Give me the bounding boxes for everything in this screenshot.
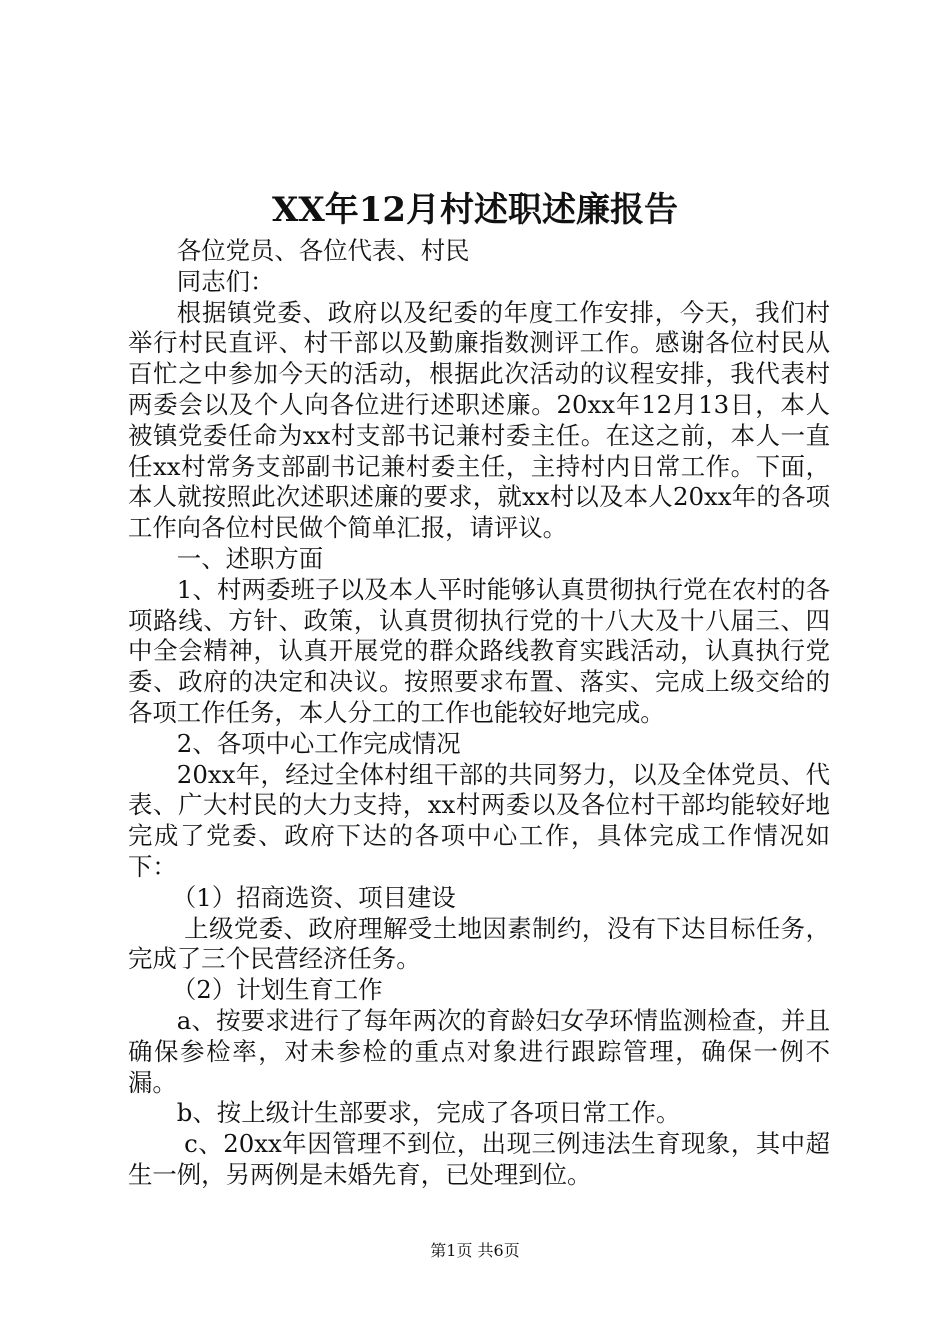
paragraph-item-1: 1、村两委班子以及本人平时能够认真贯彻执行党在农村的各项路线、方针、政策，认真贯彻执行党的十八大及十八届三、四中全会精神，认真开展党的群众路线教育实践活动，认真执行党委、政府的决定和决议。按照要求布置、落实、完成上级交给的各项工作任务，本人分工的工作也能较好地完成。 [128,574,830,727]
paragraph-work-summary: 20xx年，经过全体村组干部的共同努力，以及全体党员、代表、广大村民的大力支持，xx村两委以及各位村干部均能较好地完成了党委、政府下达的各项中心工作，具体完成工作情况如下： [128,759,830,881]
salutation-line: 各位党员、各位代表、村民 [176,236,470,265]
subheading-investment: （1）招商选资、项目建设 [171,882,456,912]
subheading-family-planning: （2）计划生育工作 [171,975,383,1005]
paragraph-item-b: b、按上级计生部要求，完成了各项日常工作。 [176,1098,681,1128]
paragraph-investment: 上级党委、政府理解受土地因素制约，没有下达目标任务，完成了三个民营经济任务。 [128,913,830,974]
document-body [128,236,830,1191]
page-footer: 第1页 共6页 [430,1241,520,1260]
paragraph-item-a: a、按要求进行了每年两次的育龄妇女孕环情监测检查，并且确保参检率，对未参检的重点对象进行跟踪管理，确保一例不漏。 [128,1005,830,1097]
subsection-heading-2: 2、各项中心工作完成情况 [176,728,461,758]
intro-paragraph: 根据镇党委、政府以及纪委的年度工作安排，今天，我们村举行村民直评、村干部以及勤廉指数测评工作。感谢各位村民从百忙之中参加今天的活动，根据此次活动的议程安排，我代表村两委会以及个人向各位进行述职述廉。20xx年12月13日，本人被镇党委任命为xx村支部书记兼村委主任。在这之前，本人一直任xx村常务支部副书记兼村委主任，主持村内日常工作。下面，本人就按照此次述职述廉的要求，就xx村以及本人20xx年的各项工作向各位村民做个简单汇报，请评议。 [128,297,830,543]
salutation-comrades: 同志们： [176,266,275,296]
section-heading-report: 一、述职方面 [176,543,324,573]
document-title: XX年12月村述职述廉报告 [271,190,679,230]
paragraph-item-c: c、20xx年因管理不到位，出现三例违法生育现象，其中超生一例，另两例是未婚先育，已处理到位。 [128,1129,830,1189]
